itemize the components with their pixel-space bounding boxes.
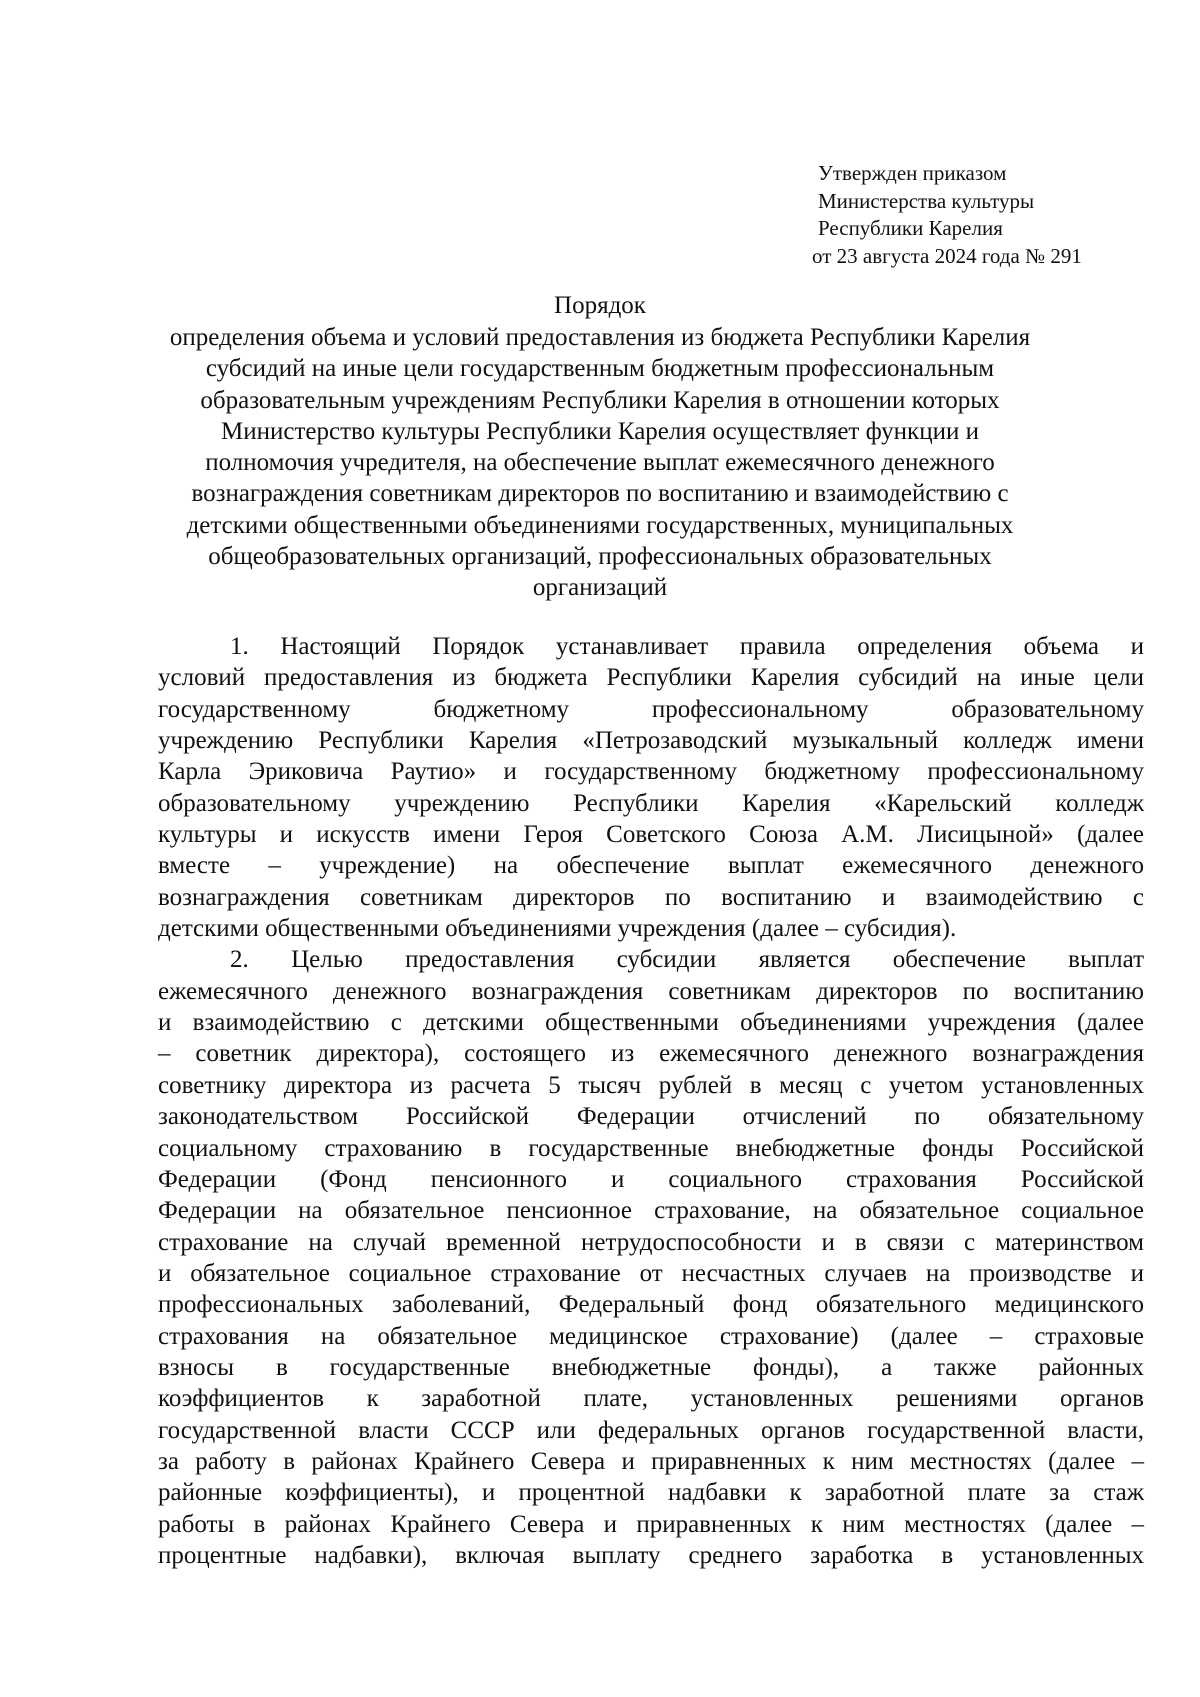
paragraph-line: работы в районах Крайнего Севера и приравненных к ним местностях (далее – [158,1510,1144,1538]
paragraph-line: коэффициентов к заработной плате, установленных решениями органов [158,1385,1144,1413]
paragraph-line: детскими общественными объединениями учреждения (далее – субсидия). [158,915,957,943]
paragraph-line: государственному бюджетному профессиональному образовательному [158,695,1144,723]
paragraph-line: страхование на случай временной нетрудоспособности и в связи с материнством [158,1228,1144,1256]
approval-date-line: от 23 августа 2024 года № 291 [812,243,1082,268]
paragraph-line: социальному страхованию в государственные внебюджетные фонды Российской [158,1134,1144,1162]
paragraph-line: районные коэффициенты), и процентной надбавки к заработной плате за стаж [158,1479,1144,1507]
subtitle-line: общеобразовательных организаций, профессиональных образовательных [208,543,992,571]
subtitle-line: детскими общественными объединениями государственных, муниципальных [186,511,1014,539]
subtitle-line: вознаграждения советникам директоров по воспитанию и взаимодействию с [191,480,1009,508]
subtitle-line: субсидий на иные цели государственным бюджетным профессиональным [205,355,995,383]
approval-line: Министерства культуры [818,188,1035,213]
subtitle-line: организаций [532,574,668,602]
document-subtitle [150,322,1050,604]
paragraph-line: культуры и искусств имени Героя Советского Союза А.М. Лисицыной» (далее [158,821,1144,849]
approval-line: Республики Карелия [818,216,1003,240]
paragraph-line: учреждению Республики Карелия «Петрозаводский музыкальный колледж имени [158,727,1144,755]
paragraph-line: 1. Настоящий Порядок устанавливает правила определения объема и [230,633,1144,660]
paragraph-2 [158,944,1144,1571]
paragraph-line: страхования на обязательное медицинское страхование) (далее – страховые [158,1322,1144,1350]
subtitle-line: Министерство культуры Республики Карелия осуществляет функции и [221,417,979,445]
subtitle-line: образовательным учреждениям Республики Карелия в отношении которых [200,386,1000,414]
paragraph-line: Карла Эриковича Раутио» и государственному бюджетному профессиональному [158,758,1144,786]
approval-line: Утвержден приказом [818,161,1007,185]
subtitle-line: определения объема и условий предоставления из бюджета Республики Карелия [169,324,1031,351]
paragraph-line: 2. Целью предоставления субсидии является обеспечение выплат [230,946,1144,974]
paragraph-1 [158,631,1144,944]
paragraph-line: и взаимодействию с детскими общественными объединениями учреждения (далее [158,1009,1144,1037]
paragraph-line: Федерации (Фонд пенсионного и социального страхования Российской [158,1165,1144,1193]
paragraph-line: взносы в государственные внебюджетные фонды), а также районных [158,1353,1144,1381]
paragraph-line: профессиональных заболеваний, Федеральный фонд обязательного медицинского [158,1291,1144,1319]
document-body [158,631,1144,1571]
subtitle-line: полномочия учредителя, на обеспечение выплат ежемесячного денежного [205,449,995,477]
paragraph-line: за работу в районах Крайнего Севера и приравненных к ним местностях (далее – [158,1447,1144,1475]
paragraph-line: образовательному учреждению Республики Карелия «Карельский колледж [158,789,1144,817]
document-title: Порядок [554,292,646,319]
approval-stamp [812,160,1082,270]
paragraph-line: – советник директора), состоящего из ежемесячного денежного вознаграждения [158,1040,1144,1068]
paragraph-line: Федерации на обязательное пенсионное страхование, на обязательное социальное [158,1197,1144,1225]
paragraph-line: законодательством Российской Федерации отчислений по обязательному [158,1103,1144,1131]
paragraph-line: процентные надбавки), включая выплату среднего заработка в установленных [158,1541,1144,1569]
paragraph-line: государственной власти СССР или федеральных органов государственной власти, [158,1416,1144,1444]
paragraph-line: советнику директора из расчета 5 тысяч рублей в месяц с учетом установленных [158,1071,1144,1099]
paragraph-line: вознаграждения советникам директоров по воспитанию и взаимодействию с [158,883,1144,911]
paragraph-line: ежемесячного денежного вознаграждения советникам директоров по воспитанию [158,977,1144,1005]
paragraph-line: условий предоставления из бюджета Республики Карелия субсидий на иные цели [158,664,1144,692]
paragraph-line: вместе – учреждение) на обеспечение выплат ежемесячного денежного [158,852,1144,880]
paragraph-line: и обязательное социальное страхование от несчастных случаев на производстве и [158,1259,1144,1287]
